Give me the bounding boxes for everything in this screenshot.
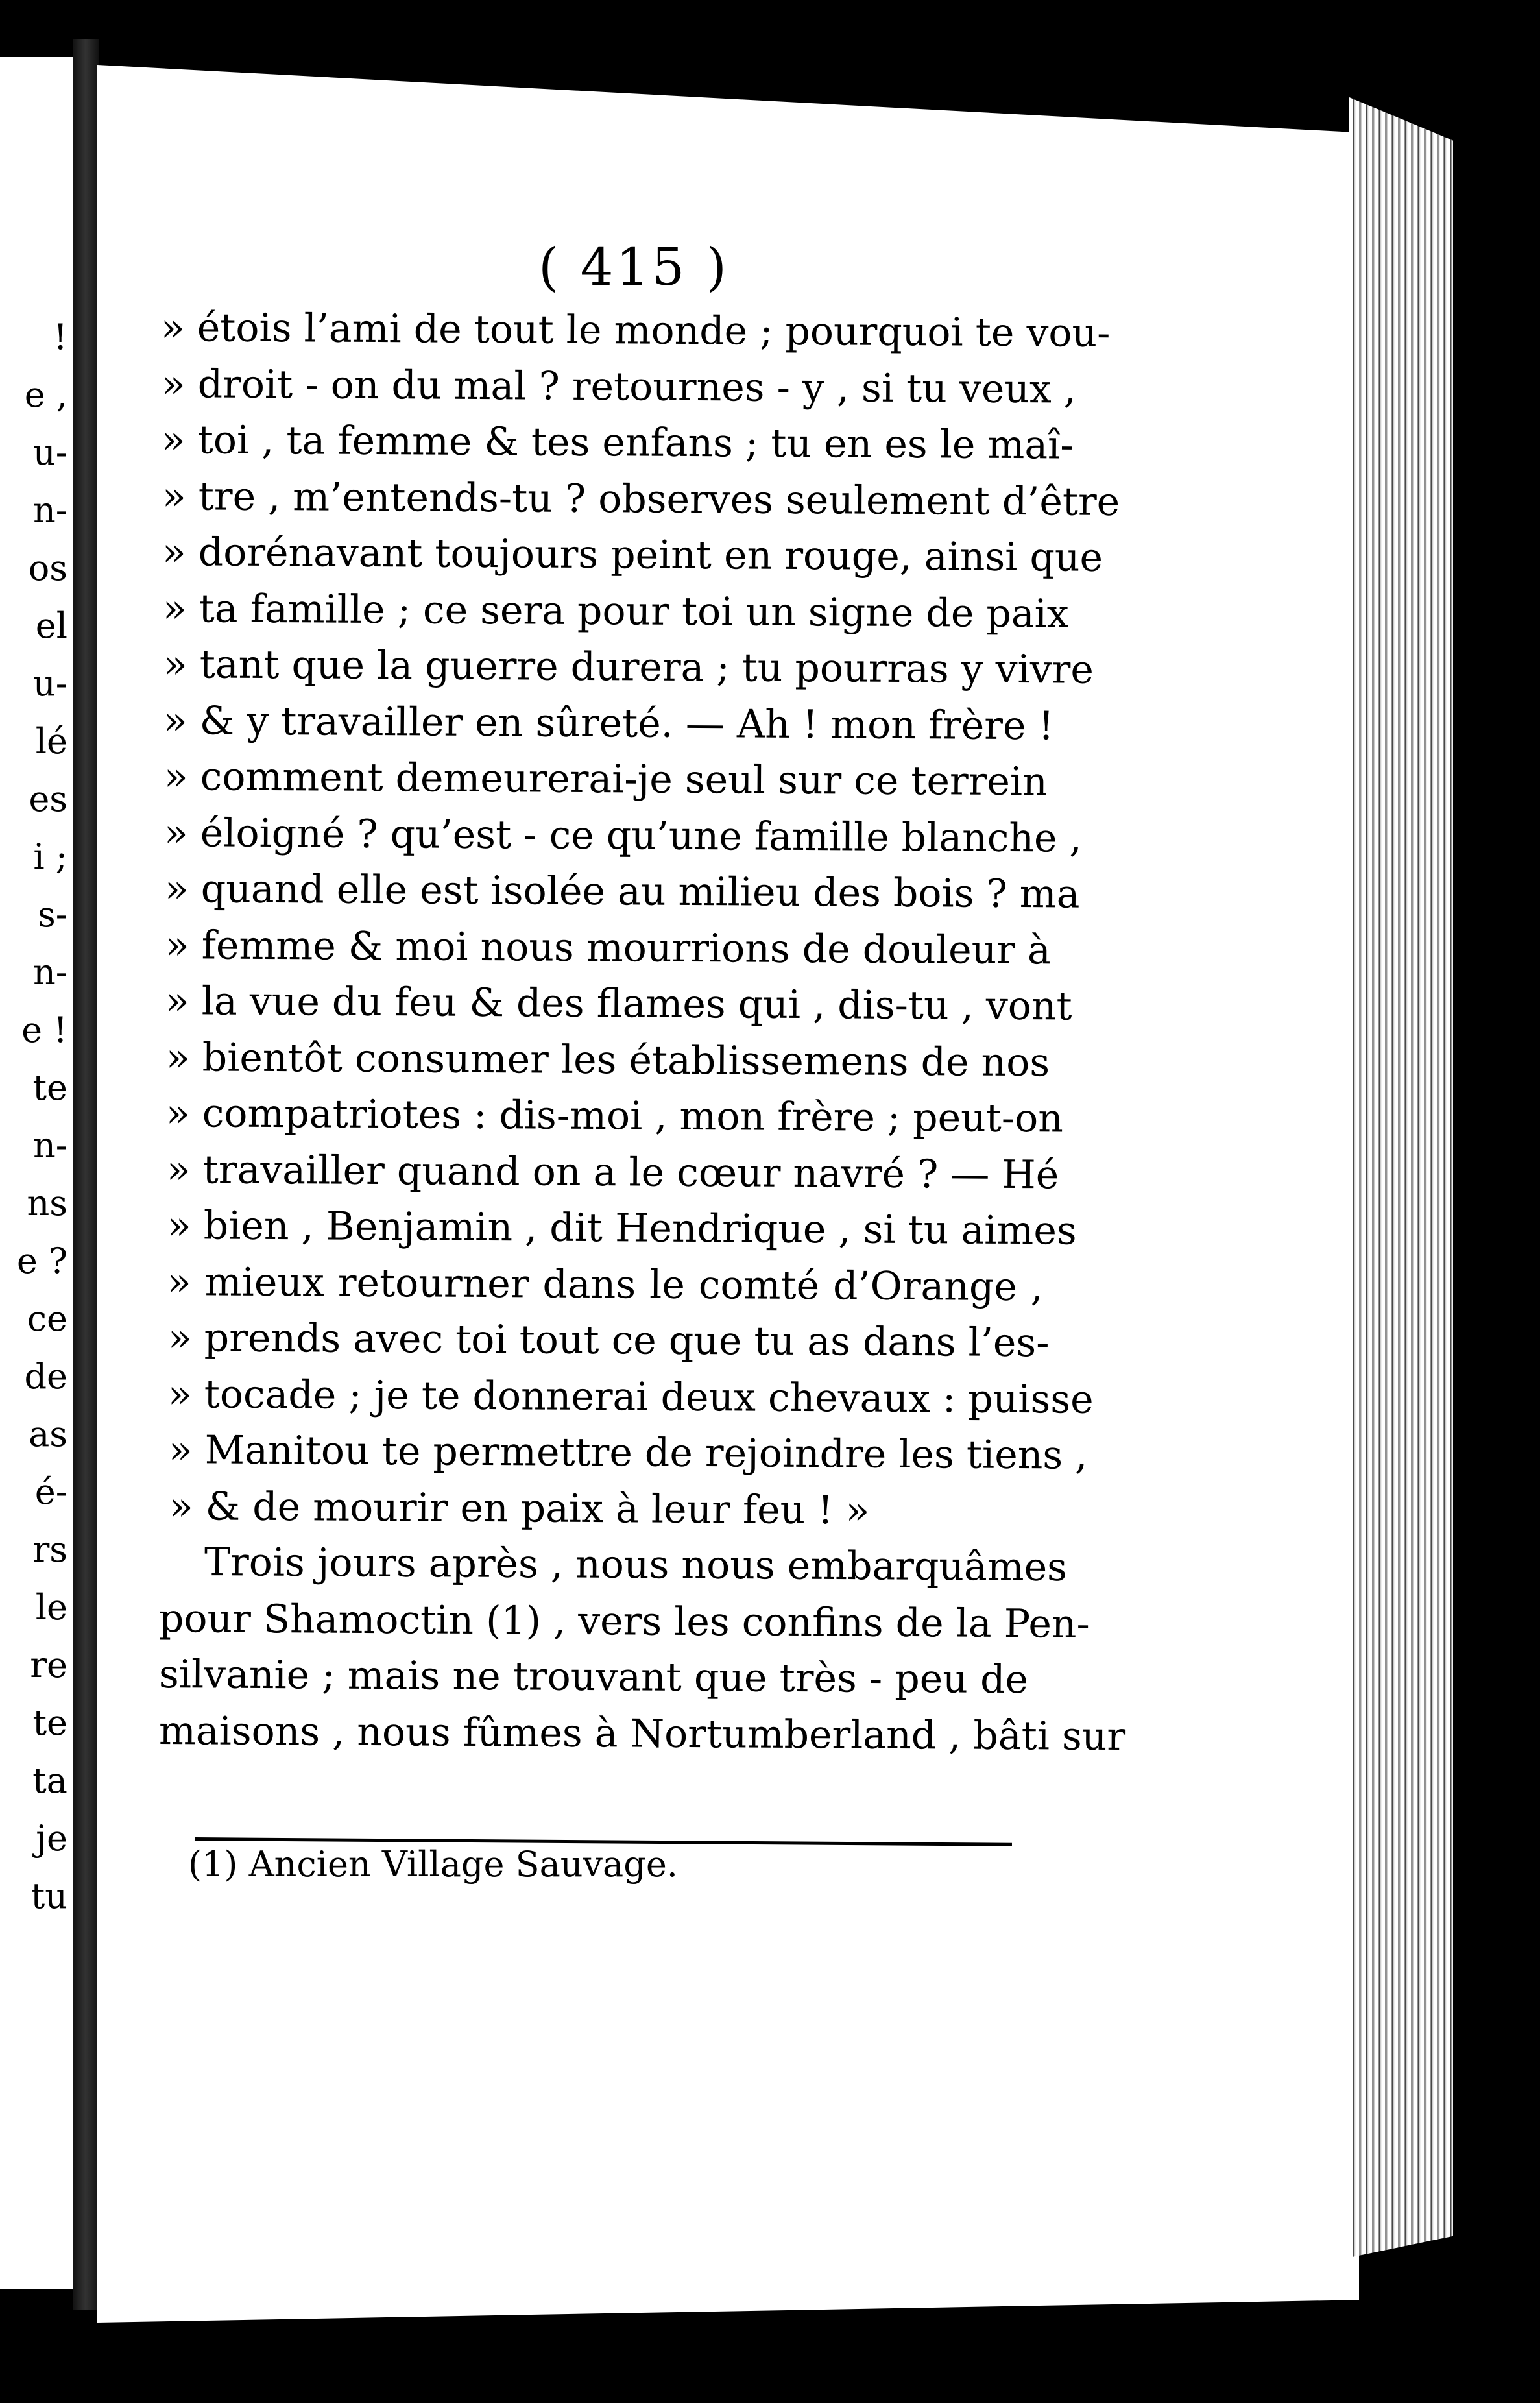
text-line: » droit - on du mal ? retournes - y , si tu veux , — [161, 361, 1076, 413]
facing-page-fragment: re — [30, 1645, 67, 1685]
text-line: » tant que la guerre durera ; tu pourras y vivre — [163, 642, 1094, 693]
facing-page-fragment: e , — [24, 374, 67, 415]
facing-page-fragment: ns — [27, 1183, 67, 1224]
facing-page-fragment: os — [28, 548, 67, 588]
text-line: » la vue du feu & des flames qui , dis-tu , vont — [165, 978, 1073, 1030]
facing-page-fragment: n- — [32, 1125, 67, 1166]
page-number: ( 415 ) — [538, 237, 729, 297]
facing-page-fragment: tu — [30, 1876, 67, 1916]
facing-page-fragment: es — [29, 779, 67, 819]
text-line: silvanie ; mais ne trouvant que très - peu de — [158, 1652, 1029, 1703]
facing-page-fragment: ta — [32, 1760, 67, 1801]
text-line: pour Shamoctin (1) , vers les confins de la Pen- — [158, 1595, 1090, 1647]
text-line: » compatriotes : dis-moi , mon frère ; peut-on — [166, 1091, 1064, 1142]
facing-page-fragment: s- — [38, 894, 67, 935]
facing-page-fragment: te — [32, 1702, 67, 1743]
text-line: » tocade ; je te donnerai deux chevaux : puisse — [168, 1371, 1094, 1423]
text-line: » éloigné ? qu’est - ce qu’une famille blanche , — [164, 810, 1083, 862]
facing-page-fragment: e ! — [21, 1009, 67, 1050]
text-line: maisons , nous fûmes à Nortumberland , bâti sur — [158, 1708, 1126, 1759]
facing-page-fragment: u- — [32, 663, 67, 704]
text-line: » bien , Benjamin , dit Hendrique , si tu aimes — [167, 1203, 1077, 1254]
text-line: Trois jours après , nous nous embarquâmes — [204, 1540, 1068, 1591]
facing-page-fragment: te — [32, 1067, 67, 1108]
facing-page-fragment: é- — [34, 1471, 67, 1512]
facing-page-fragment: u- — [32, 432, 67, 473]
text-line: » Manitou te permettre de rejoindre les tiens , — [168, 1427, 1088, 1479]
text-line: » ta famille ; ce sera pour toi un signe de paix — [162, 585, 1069, 637]
facing-page-fragment: je — [36, 1818, 67, 1859]
text-line: » dorénavant toujours peint en rouge, ainsi que — [162, 529, 1103, 581]
text-line: » mieux retourner dans le comté d’Orange , — [167, 1259, 1044, 1310]
text-line: » femme & moi nous mourrions de douleur à — [165, 922, 1051, 973]
text-line: » bientôt consumer les établissemens de nos — [165, 1034, 1050, 1085]
facing-page-fragment: e ? — [16, 1240, 67, 1281]
facing-page — [0, 57, 73, 2289]
text-line: » & de mourir en paix à leur feu ! » — [169, 1483, 870, 1534]
background-edge — [1453, 97, 1540, 2303]
book-gutter — [73, 39, 99, 2310]
text-line: » étois l’ami de tout le monde ; pourquoi te vou- — [160, 305, 1111, 356]
text-line: » quand elle est isolée au milieu des bois ? ma — [164, 866, 1080, 917]
facing-page-fragment: de — [24, 1356, 67, 1397]
text-line: » tre , m’entends-tu ? observes seulement d’être — [162, 473, 1120, 525]
text-line: » & y travailler en sûreté. — Ah ! mon frère ! — [163, 697, 1055, 749]
text-line: » toi , ta femme & tes enfans ; tu en es le maî- — [161, 417, 1074, 468]
footnote: (1) Ancien Village Sauvage. — [188, 1844, 678, 1885]
text-line: » prends avec toi tout ce que tu as dans l’es- — [167, 1315, 1050, 1366]
facing-page-fragment: as — [29, 1414, 67, 1455]
facing-page-fragment: ce — [27, 1298, 67, 1339]
facing-page-fragment: lé — [35, 721, 67, 762]
facing-page-fragment: rs — [32, 1529, 67, 1570]
text-line: » travailler quand on a le cœur navré ? — Hé — [166, 1146, 1059, 1198]
facing-page-fragment: i ; — [33, 836, 67, 877]
facing-page-fragment: le — [35, 1587, 67, 1628]
text-line: » comment demeurerai-je seul sur ce terrein — [163, 754, 1048, 805]
facing-page-fragment: n- — [32, 490, 67, 531]
facing-page-fragment: ! — [53, 317, 67, 357]
facing-page-fragment: el — [35, 605, 67, 646]
page-edges — [1349, 97, 1453, 2258]
facing-page-fragment: n- — [32, 952, 67, 993]
